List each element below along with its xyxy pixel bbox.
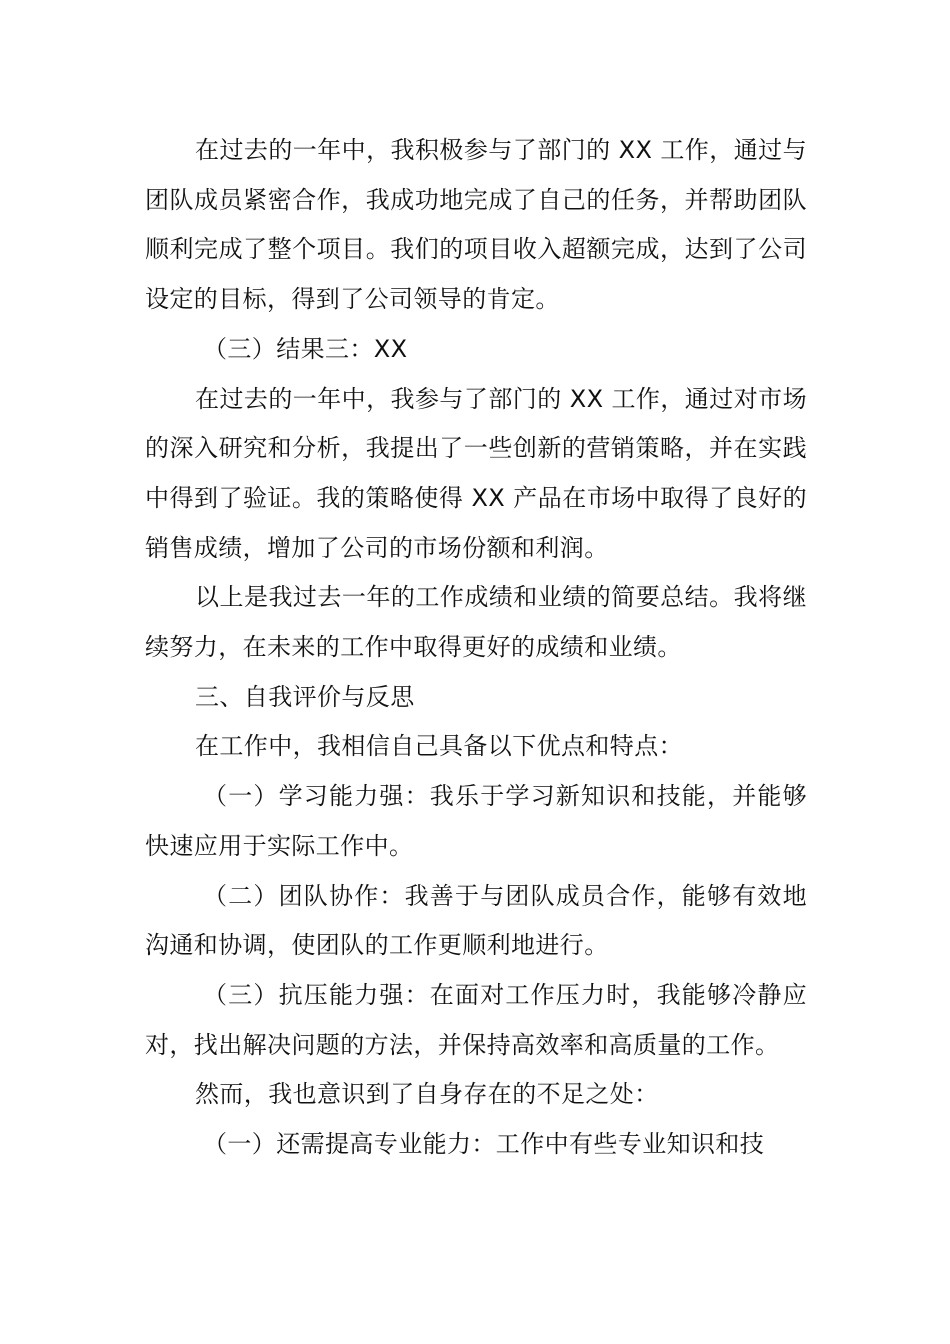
paragraph-summary: 以上是我过去一年的工作成绩和业绩的简要总结。我将继续努力，在未来的工作中取得更好的成绩和业绩。 [145, 583, 807, 662]
heading-self-evaluation: 三、自我评价与反思 [195, 682, 415, 711]
paragraph-weaknesses-intro: 然而，我也意识到了自身存在的不足之处： [195, 1080, 659, 1109]
paragraph-result-three-detail: 在过去的一年中，我参与了部门的 XX 工作，通过对市场的深入研究和分析，我提出了一些创新的营销策略，并在实践中得到了验证。我的策略使得 XX 产品在市场中取得了良好的销售成绩，增加了公司的市场份额和利润。 [145, 384, 807, 562]
paragraph-strength-learning: （一）学习能力强：我乐于学习新知识和技能，并能够快速应用于实际工作中。 [145, 782, 807, 860]
paragraph-result-two-detail: 在过去的一年中，我积极参与了部门的 XX 工作，通过与团队成员紧密合作，我成功地完成了自己的任务，并帮助团队顺利完成了整个项目。我们的项目收入超额完成，达到了公司设定的目标，得到了公司领导的肯定。 [145, 136, 807, 314]
paragraph-strength-teamwork: （二）团队协作：我善于与团队成员合作，能够有效地沟通和协调，使团队的工作更顺利地进行。 [145, 881, 807, 960]
paragraph-weakness-professional: （一）还需提高专业能力：工作中有些专业知识和技 [203, 1130, 765, 1159]
heading-result-three: （三）结果三：XX [203, 334, 408, 363]
paragraph-strength-pressure: （三）抗压能力强：在面对工作压力时，我能够冷静应对，找出解决问题的方法，并保持高效率和高质量的工作。 [145, 980, 807, 1059]
paragraph-strengths-intro: 在工作中，我相信自己具备以下优点和特点： [195, 732, 683, 761]
document-body [145, 126, 807, 1170]
